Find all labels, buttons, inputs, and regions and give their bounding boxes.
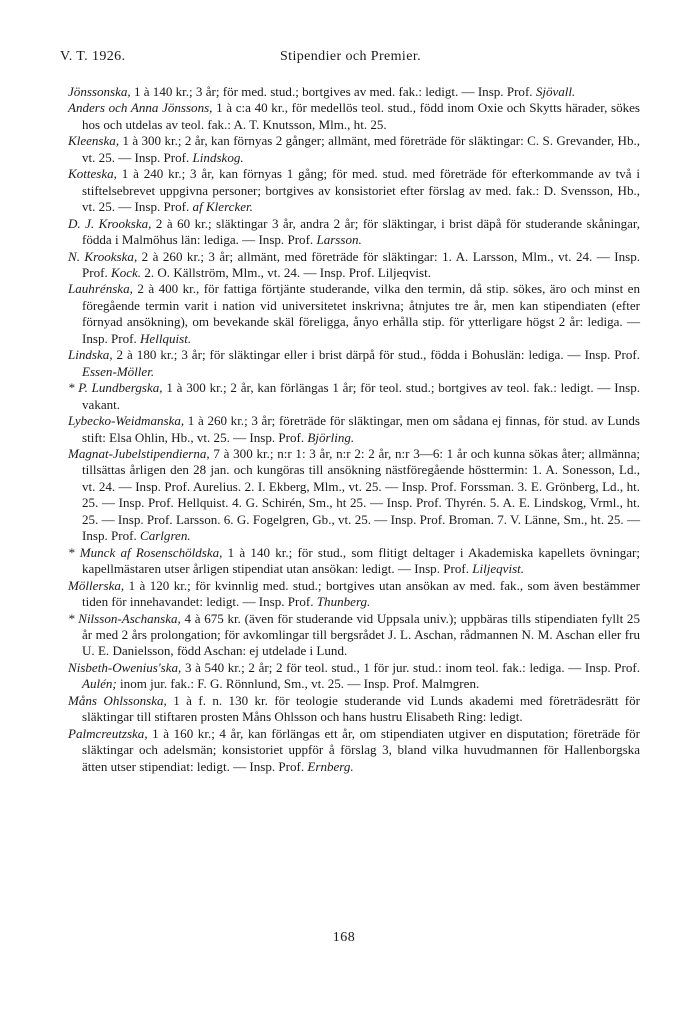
inspector-name: Carlgren.	[140, 528, 191, 544]
stipend-text: 1 à 140 kr.; för stud., som flitigt deltager i Akademiska kapellets övningar; kapellmästaren utser årligen stipendiat utan ansökan: ledigt. — Insp. Prof.	[82, 544, 641, 577]
stipend-name: * Nilsson-Aschanska,	[68, 610, 181, 626]
stipend-text: 3 à 540 kr.; 2 år; 2 för teol. stud., 1 för jur. stud.: inom teol. fak.: lediga. — Insp. Prof.	[181, 659, 640, 675]
stipend-entry	[68, 347, 640, 380]
stipend-text: 1 à 300 kr.; 2 år, kan förlängas 1 år; för teol. stud.; bortgives av teol. fak.: ledigt. — Insp. vakant.	[82, 380, 640, 412]
inspector-name: Aulén;	[82, 676, 117, 692]
inspector-name: Liljeqvist.	[472, 561, 525, 577]
stipend-entry	[68, 133, 640, 166]
stipend-name: * Munck af Rosenschöldska,	[68, 544, 223, 560]
stipend-name: Jönssonska,	[68, 84, 131, 99]
stipend-name: Kleenska,	[68, 133, 120, 149]
stipend-entry	[68, 693, 640, 726]
stipend-text: 1 à 140 kr.; 3 år; för med. stud.; bortgives av med. fak.: ledigt. — Insp. Prof.	[130, 84, 536, 99]
stipend-entry	[68, 446, 640, 545]
stipend-text-tail: 2. O. Källström, Mlm., vt. 24. — Insp. Prof. Liljeqvist.	[141, 264, 432, 280]
inspector-name: Essen-Möller.	[82, 363, 155, 379]
stipend-entry	[68, 216, 640, 249]
stipend-name: Lybecko-Weidmanska,	[68, 413, 185, 429]
page-number: 168	[332, 930, 356, 945]
stipend-entry	[68, 100, 640, 133]
stipend-name: Anders och Anna Jönssons,	[68, 100, 213, 116]
stipend-entry	[68, 380, 640, 413]
stipend-name: Måns Ohlssonska,	[68, 692, 167, 708]
stipend-entry	[68, 545, 640, 578]
stipend-name: Nisbeth-Owenius'ska,	[68, 659, 182, 675]
inspector-name: Kock.	[111, 264, 142, 280]
stipend-entry	[68, 578, 640, 611]
inspector-name: Larsson.	[316, 232, 362, 248]
header-volume: V. T. 1926.	[60, 49, 126, 64]
stipend-text: 1 à 240 kr.; 3 år, kan förnyas 1 gång; för med. stud. med företräde för efterkommande av två i stiftelsebrevet uppgivna personer; bortgives av konsistoriet efter förslag av med. fak.: D. Svensson, Hb., vt. 25. — Insp. Prof.	[82, 166, 640, 215]
stipend-text: 2 à 260 kr.; 3 år; allmänt, med företräde för släktingar: 1. A. Larsson, Mlm., vt. 24. — Insp. Prof.	[82, 248, 641, 280]
stipend-text: 1 à 160 kr.; 4 år, kan förlängas ett år, om stipendiaten utgiver en disputation; företräde för släktingar och adelsmän; konsistoriet uppför å förslag 3, bland vilka huvudmannen för Hallenborgska ätten utser stipendiat: ledigt. — Insp. Prof.	[82, 725, 640, 774]
stipend-text: 1 à f. n. 130 kr. för teologie studerande vid Lunds akademi med företrädesrätt för släktingar till stiftaren prosten Måns Ohlsson och hans hustru Elisabeth Ring: ledigt.	[82, 692, 640, 725]
stipend-text: 2 à 60 kr.; släktingar 3 år, andra 2 år; för släktingar, i brist däpå för studerande skåningar, födda i Malmöhus län: lediga. — Insp. Prof.	[82, 215, 641, 248]
stipend-text: 2 à 400 kr., för fattiga förtjänte studerande, vilka den termin, då stip. sökes, äro och minst en föregående termin varit i nation vid universitetet inskrivna; åtnjutes tre år, men kan stipendiaten (efter förnyad ansökning), om bevekande skäl föreligga, ånyo erhålla stip. för ytterligare högst 2 år: lediga. — Insp. Prof.	[82, 281, 640, 346]
inspector-name: Björling.	[307, 429, 355, 445]
inspector-name: Lindskog.	[192, 149, 244, 165]
stipend-entry	[68, 281, 640, 347]
stipend-name: Lauhrénska,	[68, 281, 133, 297]
stipend-entry	[68, 726, 640, 775]
stipend-text: 1 à 120 kr.; för kvinnlig med. stud.; bortgives utan ansökan av med. fak., som även bestämmer tiden för innehavandet: ledigt. — Insp. Prof.	[82, 577, 640, 610]
running-header	[60, 49, 648, 69]
stipend-text-tail: inom jur. fak.: F. G. Rönnlund, Sm., vt. 25. — Insp. Prof. Malmgren.	[116, 676, 480, 692]
stipend-text: 1 à 300 kr.; 2 år, kan förnyas 2 gånger; allmänt, med företräde för släktingar: C. S. Grevander, Hb., vt. 25. — Insp. Prof.	[82, 133, 640, 165]
stipend-entry	[68, 249, 640, 282]
inspector-name: Sjövall.	[535, 84, 576, 99]
header-title: Stipendier och Premier.	[280, 49, 422, 64]
inspector-name: Hellquist.	[140, 330, 192, 346]
stipend-text: 1 à 260 kr.; 3 år; företräde för släktingar, men om sådana ej finnas, för stud. av Lunds stift: Elsa Ohlin, Hb., vt. 25. — Insp. Prof.	[82, 413, 640, 445]
stipend-entry	[68, 611, 640, 660]
stipend-text: 1 à c:a 40 kr., för medellös teol. stud., född inom Oxie och Skytts härader, sökes hos och utdelas av teol. fak.: A. T. Knutsson, Mlm., ht. 25.	[82, 100, 640, 132]
stipend-name: Lindska,	[68, 347, 113, 363]
stipend-entry	[68, 166, 640, 215]
inspector-name: Ernberg.	[307, 758, 354, 774]
stipend-list	[68, 84, 640, 775]
stipend-name: Kotteska,	[68, 166, 117, 182]
stipend-name: N. Krookska,	[68, 248, 138, 264]
stipend-entry	[68, 84, 640, 100]
stipend-text: 7 à 300 kr.; n:r 1: 3 år, n:r 2: 2 år, n:r 3—6: 1 år och kunna sökas åter; allmänna; tillsättas årligen den 28 jan. och kungöras till ansökning nästföregående hösttermin: 1. A. Sonesson, Ld., vt. 24. — Insp. Prof. Aurelius. 2. I. Ekberg, Mlm., vt. 25. — Insp. Prof. Forssman. 3. E. Grönberg, Ld., ht. 25. — Insp. Prof. Hellquist. 4. G. Schirén, Sm., ht 25. — Insp. Prof. Thyrén. 5. A. E. Lindskog, Vrml., ht. 25. — Insp. Prof. Larsson. 6. G. Fogelgren, Gb., vt. 25. — Insp. Prof. Broman. 7. V. Länne, Sm., ht. 25. — Insp. Prof.	[82, 445, 640, 544]
stipend-text: 4 à 675 kr. (även för studerande vid Uppsala univ.); uppbäras tills stipendiaten fyllt 25 år med 2 års prolongation; för avkomlingar till bergsrådet J. L. Aschan, rådmannen N. M. Aschan eller fru U. E. Danielsson, född Aschan: ej utdelade i Lund.	[82, 610, 640, 659]
stipend-name: Palmcreutzska,	[68, 725, 148, 741]
stipend-text: 2 à 180 kr.; 3 år; för släktingar eller i brist därpå för stud., födda i Bohuslän: lediga. — Insp. Prof.	[112, 347, 640, 363]
stipend-name: Möllerska,	[68, 577, 125, 593]
stipend-name: D. J. Krookska,	[68, 215, 152, 231]
stipend-name: * P. Lundbergska,	[68, 380, 163, 396]
stipend-entry	[68, 660, 640, 693]
stipend-entry	[68, 413, 640, 446]
inspector-name: af Klercker.	[192, 199, 253, 215]
inspector-name: Thunberg.	[316, 594, 371, 610]
stipend-name: Magnat-Jubelstipendierna,	[68, 445, 210, 461]
